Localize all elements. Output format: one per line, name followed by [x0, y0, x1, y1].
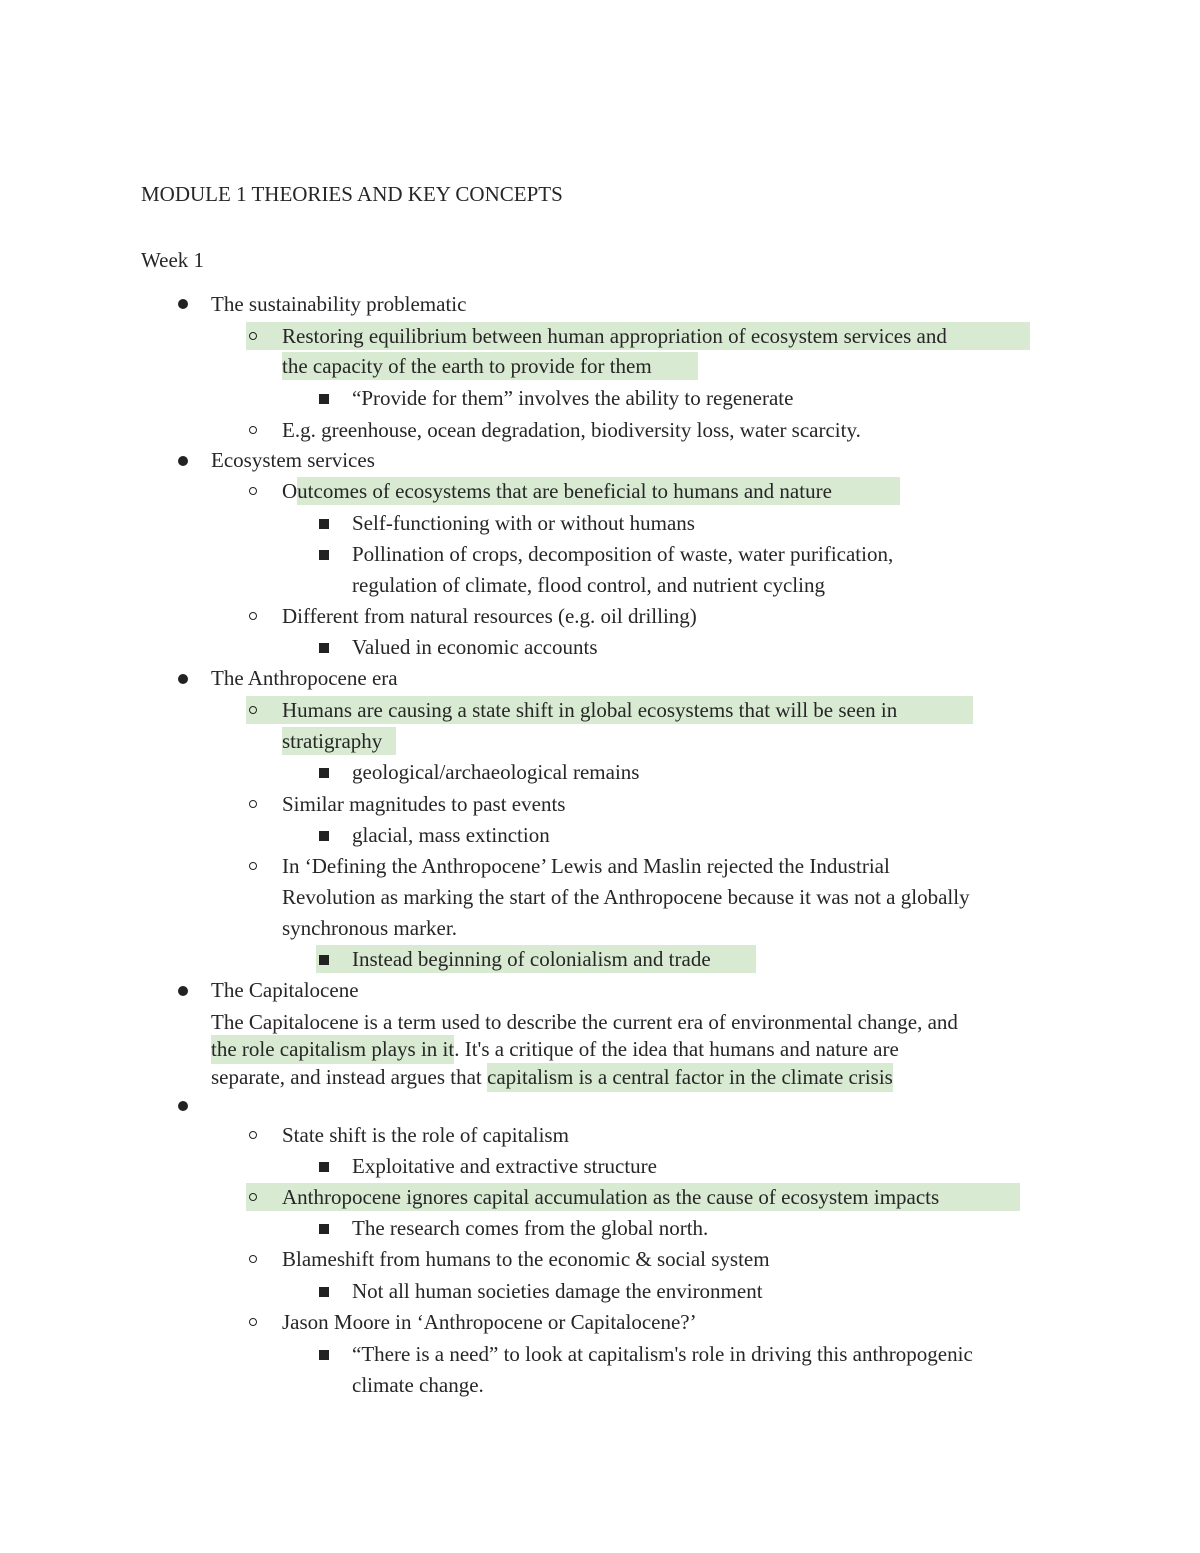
bullet-square-icon	[319, 768, 329, 778]
bullet-circle-icon	[249, 426, 257, 434]
list-item-jason-moore: Jason Moore in ‘Anthropocene or Capitalocene?’	[282, 1310, 697, 1334]
bullet-dot-icon	[178, 674, 188, 684]
outcomes-first-letter: O	[282, 479, 298, 503]
list-item-pollination-cont: regulation of climate, flood control, and nutrient cycling	[352, 573, 825, 597]
bullet-dot-icon	[178, 1101, 188, 1111]
bullet-dot-icon	[178, 456, 188, 466]
bullet-circle-icon	[249, 1255, 257, 1263]
list-item-state-shift: Humans are causing a state shift in global ecosystems that will be seen in	[282, 698, 898, 722]
list-item-state-shift-capitalism: State shift is the role of capitalism	[282, 1123, 569, 1147]
outcomes-rest: utcomes of ecosystems that are beneficial to humans and nature	[297, 479, 832, 503]
list-item-valued: Valued in economic accounts	[352, 635, 598, 659]
list-item-blameshift: Blameshift from humans to the economic & social system	[282, 1247, 770, 1271]
bullet-circle-icon	[249, 862, 257, 870]
bullet-square-icon	[319, 643, 329, 653]
list-item-glacial: glacial, mass extinction	[352, 823, 550, 847]
bullet-square-icon	[319, 550, 329, 560]
bullet-square-icon	[319, 955, 329, 965]
list-item-capital-accumulation: Anthropocene ignores capital accumulation as the cause of ecosystem impacts	[282, 1185, 940, 1209]
list-item-exploitative: Exploitative and extractive structure	[352, 1154, 657, 1178]
list-item-need-cont: climate change.	[352, 1373, 484, 1397]
paragraph-text: separate, and instead argues that	[211, 1065, 488, 1089]
highlighted-phrase: capitalism is a central factor in the climate crisis	[487, 1063, 893, 1092]
bullet-square-icon	[319, 1350, 329, 1360]
list-item-examples: E.g. greenhouse, ocean degradation, biodiversity loss, water scarcity.	[282, 418, 861, 442]
bullet-dot-icon	[178, 299, 188, 309]
bullet-square-icon	[319, 1162, 329, 1172]
list-item-global-north: The research comes from the global north.	[352, 1216, 709, 1240]
bullet-circle-icon	[249, 1193, 257, 1201]
list-item-anthropocene-era: The Anthropocene era	[211, 666, 398, 690]
list-item-sustainability: The sustainability problematic	[211, 292, 467, 316]
bullet-dot-icon	[178, 986, 188, 996]
list-item-similar-magnitudes: Similar magnitudes to past events	[282, 792, 566, 816]
capitalocene-paragraph-line3	[211, 1063, 893, 1091]
bullet-circle-icon	[249, 706, 257, 714]
bullet-square-icon	[319, 394, 329, 404]
bullet-circle-icon	[249, 487, 257, 495]
list-item-state-shift-cont: stratigraphy	[282, 729, 383, 753]
bullet-circle-icon	[249, 800, 257, 808]
list-item-restoring-equilibrium-cont: the capacity of the earth to provide for them	[282, 354, 652, 378]
bullet-circle-icon	[249, 612, 257, 620]
week-heading: Week 1	[141, 248, 205, 272]
list-item-geological: geological/archaeological remains	[352, 760, 640, 784]
bullet-circle-icon	[249, 1318, 257, 1326]
list-item-restoring-equilibrium: Restoring equilibrium between human appropriation of ecosystem services and	[282, 324, 947, 348]
bullet-square-icon	[319, 1287, 329, 1297]
bullet-circle-icon	[249, 332, 257, 340]
list-item-provide-for-them: “Provide for them” involves the ability to regenerate	[352, 386, 794, 410]
list-item-self-functioning: Self-functioning with or without humans	[352, 511, 695, 535]
highlighted-phrase: the role capitalism plays in it	[211, 1035, 454, 1064]
bullet-square-icon	[319, 831, 329, 841]
capitalocene-paragraph-line1: The Capitalocene is a term used to describe the current era of environmental change, and	[211, 1010, 958, 1034]
list-item-different: Different from natural resources (e.g. oil drilling)	[282, 604, 697, 628]
bullet-square-icon	[319, 519, 329, 529]
bullet-circle-icon	[249, 1131, 257, 1139]
list-item-defining-anthropocene-cont: Revolution as marking the start of the Anthropocene because it was not a globally	[282, 885, 970, 909]
list-item-pollination: Pollination of crops, decomposition of waste, water purification,	[352, 542, 894, 566]
list-item-ecosystem-services: Ecosystem services	[211, 448, 375, 472]
list-item-capitalocene: The Capitalocene	[211, 978, 359, 1002]
list-item-defining-anthropocene-end: synchronous marker.	[282, 916, 457, 940]
bullet-square-icon	[319, 1224, 329, 1234]
document-title: MODULE 1 THEORIES AND KEY CONCEPTS	[141, 182, 563, 206]
list-item-defining-anthropocene: In ‘Defining the Anthropocene’ Lewis and Maslin rejected the Industrial	[282, 854, 890, 878]
list-item-need: “There is a need” to look at capitalism's role in driving this anthropogenic	[352, 1342, 973, 1366]
list-item-not-all-societies: Not all human societies damage the environment	[352, 1279, 763, 1303]
capitalocene-paragraph-line2	[211, 1035, 899, 1063]
list-item-colonialism: Instead beginning of colonialism and trade	[352, 947, 711, 971]
paragraph-text: . It's a critique of the idea that humans and nature are	[454, 1037, 899, 1061]
list-item-outcomes	[282, 477, 832, 505]
